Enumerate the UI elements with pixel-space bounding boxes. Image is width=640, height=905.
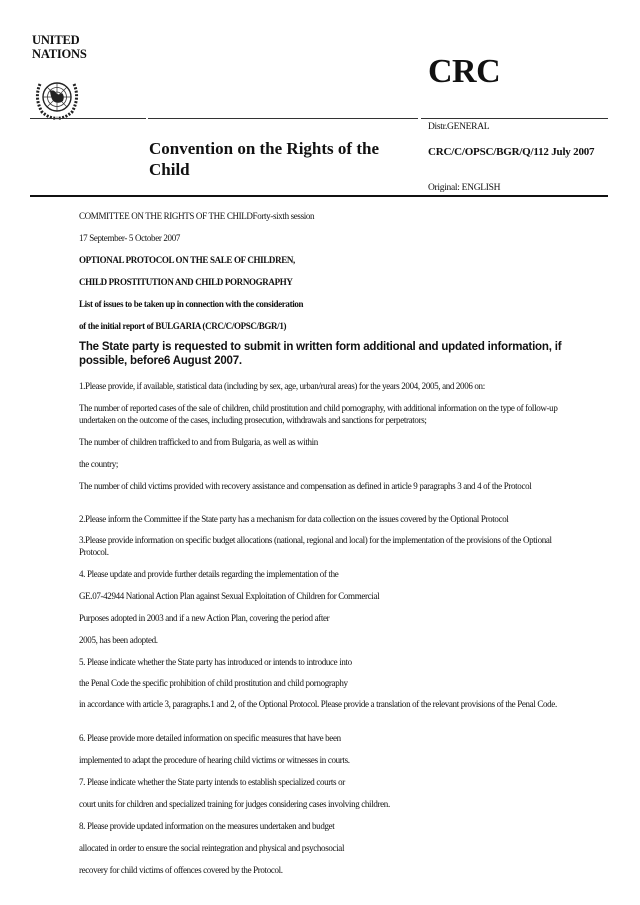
paragraph-3: 3.Please provide information on specific budget allocations (national, regional and local) for the implementation of the provisions of the Optional Protocol. — [79, 535, 552, 557]
paragraph-7-line-1: 7. Please indicate whether the State party intends to establish specialized courts or — [79, 777, 345, 787]
paragraph-5-line-3: in accordance with article 3, paragraphs.1 and 2, of the Optional Protocol. Please provide a translation of the relevant provisions of the Penal Code. — [79, 699, 557, 709]
paragraph-6-line-2: implemented to adapt the procedure of hearing child victims or witnesses in courts. — [79, 755, 350, 765]
paragraph-7-line-2: court units for children and specialized training for judges considering cases involving children. — [79, 799, 390, 809]
paragraph-8-line-3: recovery for child victims of offences covered by the Protocol. — [79, 865, 283, 875]
paragraph-5-line-2: the Penal Code the specific prohibition of child prostitution and child pornography — [79, 678, 348, 688]
paragraph-4-line-4: 2005, has been adopted. — [79, 635, 158, 645]
header-rule-bottom — [30, 195, 608, 197]
submission-request: The State party is requested to submit in written form additional and updated information, if possible, before6 August 2007. — [79, 341, 562, 367]
issues-line-2: of the initial report of BULGARIA (CRC/C/OPSC/BGR/1) — [79, 321, 287, 331]
un-emblem-icon — [32, 76, 82, 120]
paragraph-country: the country; — [79, 459, 119, 469]
header-rule-right — [421, 118, 608, 119]
paragraph-6-line-1: 6. Please provide more detailed information on specific measures that have been — [79, 733, 341, 743]
paragraph-2: 2.Please inform the Committee if the State party has a mechanism for data collection on the issues covered by the Optional Protocol — [79, 514, 509, 524]
committee-line: COMMITTEE ON THE RIGHTS OF THE CHILDForty-sixth session — [79, 211, 315, 221]
paragraph-5-line-1: 5. Please indicate whether the State party has introduced or intends to introduce into — [79, 657, 352, 667]
organization-name — [32, 33, 87, 61]
paragraph-4-line-2: GE.07-42944 National Action Plan against Sexual Exploitation of Children for Commercial — [79, 591, 380, 601]
distribution: Distr.GENERAL — [428, 122, 490, 132]
paragraph-1: 1.Please provide, if available, statistical data (including by sex, age, urban/rural areas) for the years 2004, 2005, and 2006 on: — [79, 381, 485, 391]
paragraph-8-line-1: 8. Please provide updated information on the measures undertaken and budget — [79, 821, 335, 831]
protocol-title-line-2: CHILD PROSTITUTION AND CHILD PORNOGRAPHY — [79, 277, 293, 287]
header-rule-middle — [148, 118, 418, 119]
paragraph-reported-cases: The number of reported cases of the sale of children, child prostitution and child pornography, with additional information on the type of follow-up undertaken on the outcome of the cases, including prosecution, withdrawals and sanctions for perpetrators; — [79, 403, 558, 425]
document-symbol: CRC/C/OPSC/BGR/Q/112 July 2007 — [428, 146, 595, 158]
protocol-title-line-1: OPTIONAL PROTOCOL ON THE SALE OF CHILDREN, — [79, 255, 295, 265]
paragraph-8-line-2: allocated in order to ensure the social reintegration and physical and psychosocial — [79, 843, 345, 853]
paragraph-trafficked: The number of children trafficked to and from Bulgaria, as well as within — [79, 437, 318, 447]
organization-line-1: UNITED — [32, 33, 80, 47]
issues-line-1: List of issues to be taken up in connection with the consideration — [79, 299, 304, 309]
paragraph-4-line-1: 4. Please update and provide further details regarding the implementation of the — [79, 569, 339, 579]
header-rule-left — [30, 118, 146, 119]
original-language: Original: ENGLISH — [428, 183, 501, 193]
body-code: CRC — [428, 53, 501, 90]
convention-title: Convention on the Rights of the Child — [149, 139, 379, 179]
session-dates: 17 September- 5 October 2007 — [79, 233, 180, 243]
organization-line-2: NATIONS — [32, 47, 87, 61]
paragraph-4-line-3: Purposes adopted in 2003 and if a new Action Plan, covering the period after — [79, 613, 330, 623]
paragraph-victims: The number of child victims provided with recovery assistance and compensation as defined in article 9 paragraphs 3 and 4 of the Protocol — [79, 481, 532, 491]
